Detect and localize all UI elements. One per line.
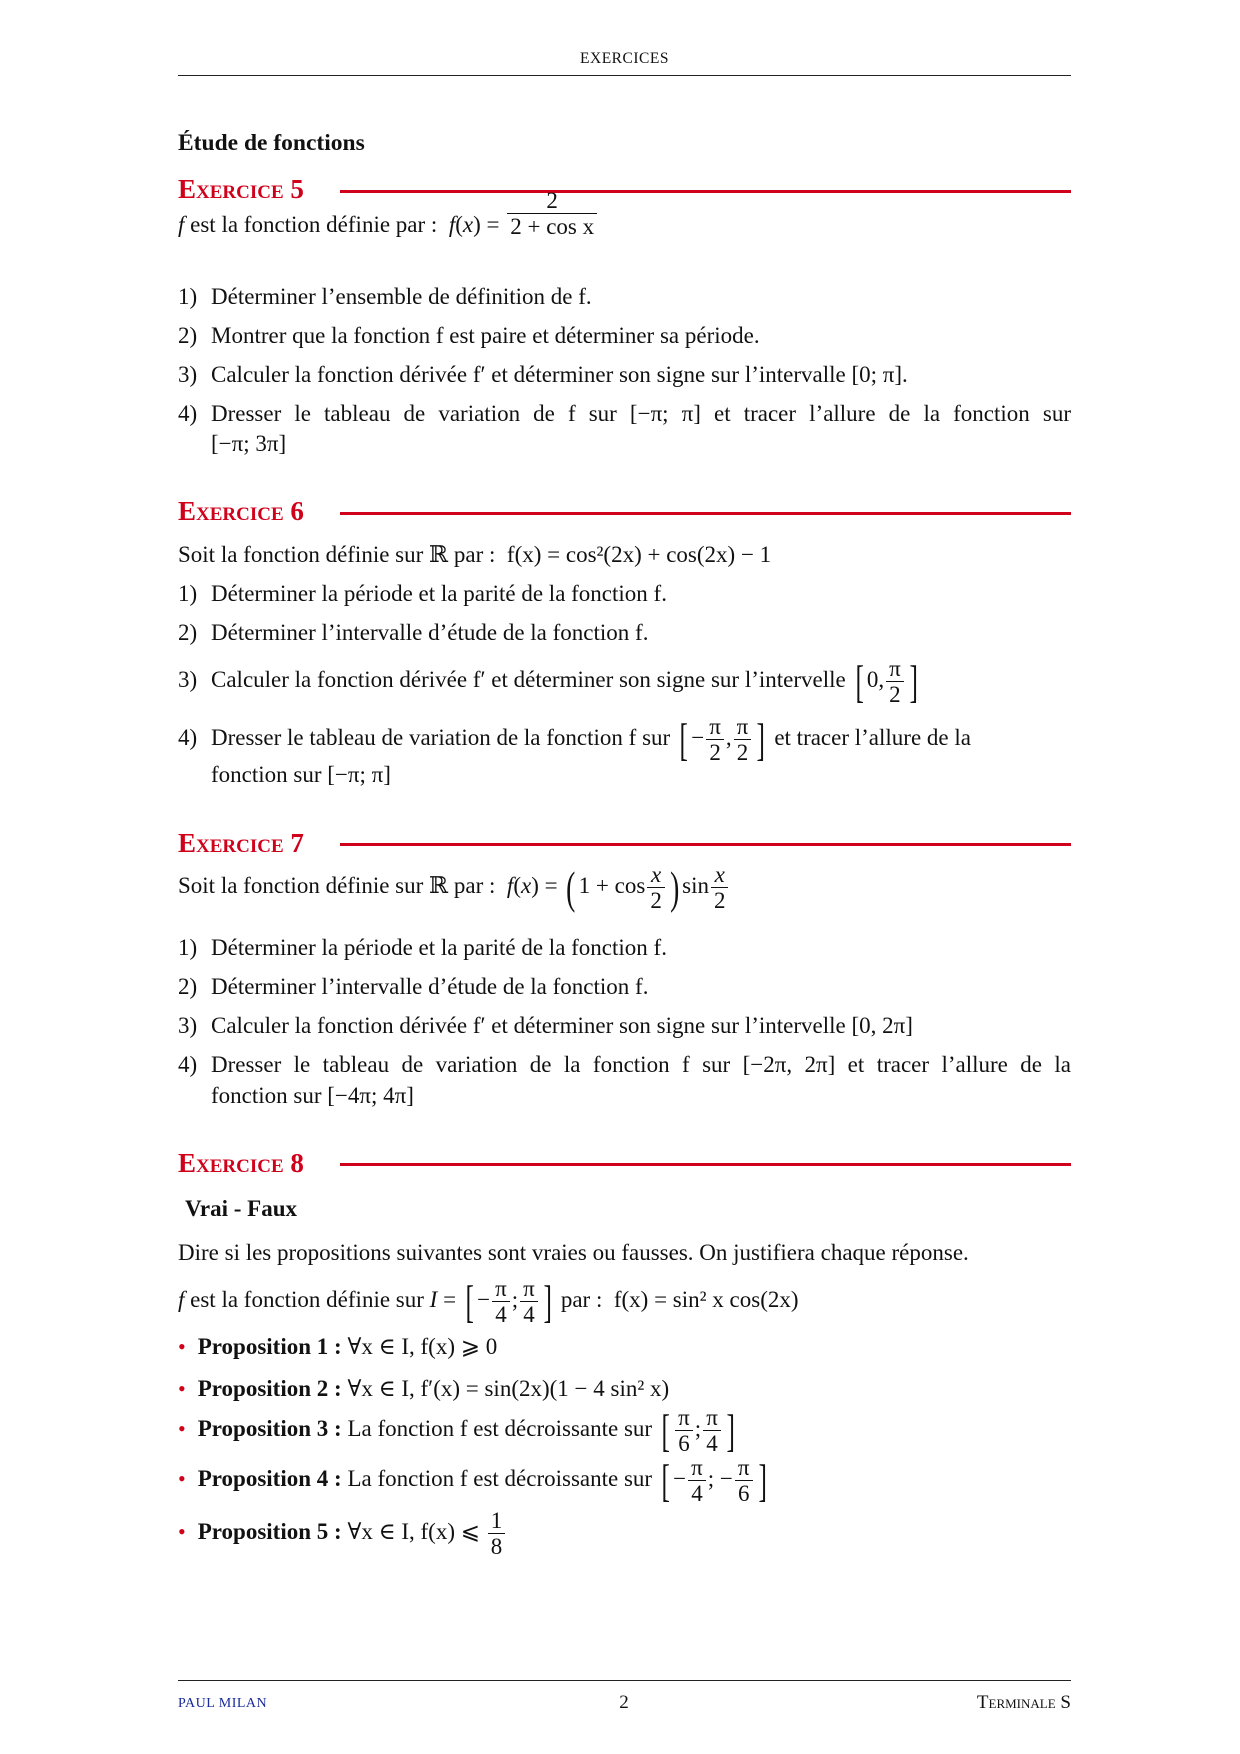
bullet-icon: • — [178, 1376, 186, 1401]
bullet-icon: • — [178, 1416, 186, 1442]
exercise-8-rule — [340, 1163, 1071, 1166]
running-header: EXERCICES — [580, 50, 669, 67]
proposition-1: • Proposition 1 : ∀x ∈ I, f(x) ⩾ 0 — [178, 1334, 498, 1359]
header-rule — [178, 75, 1071, 76]
ex6-question-4-cont: fonction sur [−π; π] — [211, 762, 391, 787]
ex5-question-4: 4) Dresser le tableau de variation de f sur [−π; π] et tracer l’allure de la fonction sur — [178, 401, 1071, 426]
ex7-question-4-cont: fonction sur [−4π; 4π] — [211, 1083, 414, 1108]
ex6-question-1: 1) Déterminer la période et la parité de la fonction f. — [178, 581, 667, 606]
ex7-question-4: 4) Dresser le tableau de variation de la fonction f sur [−2π, 2π] et tracer l’allure de la — [178, 1052, 1071, 1077]
ex7-definition: Soit la fonction définie sur ℝ par : f(x) = ( 1 + cos $\frac{x}{2}$ ) sin $\frac{x}{2}$ — [178, 862, 1071, 914]
ex6-formula: f(x) = cos²(2x) + cos(2x) − 1 — [506, 542, 772, 567]
footer-level: Terminale S — [976, 1692, 1071, 1713]
ex5-question-3: 3) Calculer la fonction dérivée f′ et déterminer son signe sur l’intervalle [0; π]. — [178, 362, 908, 387]
ex7-question-2: 2) Déterminer l’intervalle d’étude de la fonction f. — [178, 974, 649, 999]
footer-author: PAUL MILAN — [178, 1696, 268, 1711]
ex6-question-2: 2) Déterminer l’intervalle d’étude de la fonction f. — [178, 620, 649, 645]
proposition-4: • Proposition 4 : La fonction f est décroissante sur [ − $\frac{\pi}{4}$ ; − $\frac{\pi}{6}$ ] — [178, 1454, 767, 1507]
bullet-icon: • — [178, 1466, 186, 1492]
section-title: Étude de fonctions — [178, 130, 365, 156]
proposition-3: • Proposition 3 : La fonction f est décroissante sur [ $\frac{\pi}{6}$ ; $\frac{\pi}{4}$ ] — [178, 1404, 735, 1457]
bullet-icon: • — [178, 1334, 186, 1359]
ex5-definition: f est la fonction définie par : f(x) = $\frac{2}{\text{2 + cos x}}$ — [178, 212, 1071, 240]
exercise-5-rule — [340, 190, 1071, 193]
exercise-7-rule — [340, 843, 1071, 846]
exercise-7-heading: Exercice 7 — [178, 828, 304, 858]
ex6-definition: Soit la fonction définie sur ℝ par : f(x) = cos²(2x) + cos(2x) − 1 — [178, 542, 772, 567]
proposition-2: • Proposition 2 : ∀x ∈ I, f′(x) = sin(2x)(1 − 4 sin² x) — [178, 1376, 670, 1401]
ex6-question-3: 3) Calculer la fonction dérivée f′ et déterminer son signe sur l’intervelle [ 0, $\frac{\pi}{2}$ ] — [178, 655, 918, 708]
exercise-8-heading: Exercice 8 — [178, 1148, 304, 1178]
ex8-subtitle: Vrai - Faux — [185, 1196, 298, 1221]
proposition-5: • Proposition 5 : ∀x ∈ I, f(x) ⩽ $\frac{1}{8}$ — [178, 1508, 1071, 1560]
bullet-icon: • — [178, 1519, 186, 1545]
ex5-question-1: 1) Déterminer l’ensemble de définition de f. — [178, 284, 592, 309]
ex5-denominator: 2 + cos x — [507, 213, 597, 239]
ex7-question-1: 1) Déterminer la période et la parité de la fonction f. — [178, 935, 667, 960]
ex5-question-4-cont: [−π; 3π] — [211, 431, 287, 456]
ex8-intro: Dire si les propositions suivantes sont vraies ou fausses. On justifiera chaque réponse. — [178, 1240, 969, 1265]
page-number: 2 — [619, 1692, 629, 1713]
ex6-question-4: 4) Dresser le tableau de variation de la fonction f sur [ − $\frac{\pi}{2}$ , $\frac{\pi}{2}$ ] et tracer l’allure de la — [178, 713, 971, 766]
ex5-numerator: 2 — [546, 187, 558, 213]
ex7-question-3: 3) Calculer la fonction dérivée f′ et déterminer son signe sur l’intervelle [0, 2π] — [178, 1013, 913, 1038]
exercise-5-heading: Exercice 5 — [178, 174, 304, 204]
footer-rule — [178, 1680, 1071, 1681]
ex5-question-2: 2) Montrer que la fonction f est paire et déterminer sa période. — [178, 323, 760, 348]
exercise-6-rule — [340, 512, 1071, 515]
exercise-6-heading: Exercice 6 — [178, 496, 304, 526]
ex8-definition: f est la fonction définie sur I = [ − $\frac{\pi}{4}$ ; $\frac{\pi}{4}$ ] par : f(x) = sin² x cos(2x) — [178, 1275, 799, 1328]
